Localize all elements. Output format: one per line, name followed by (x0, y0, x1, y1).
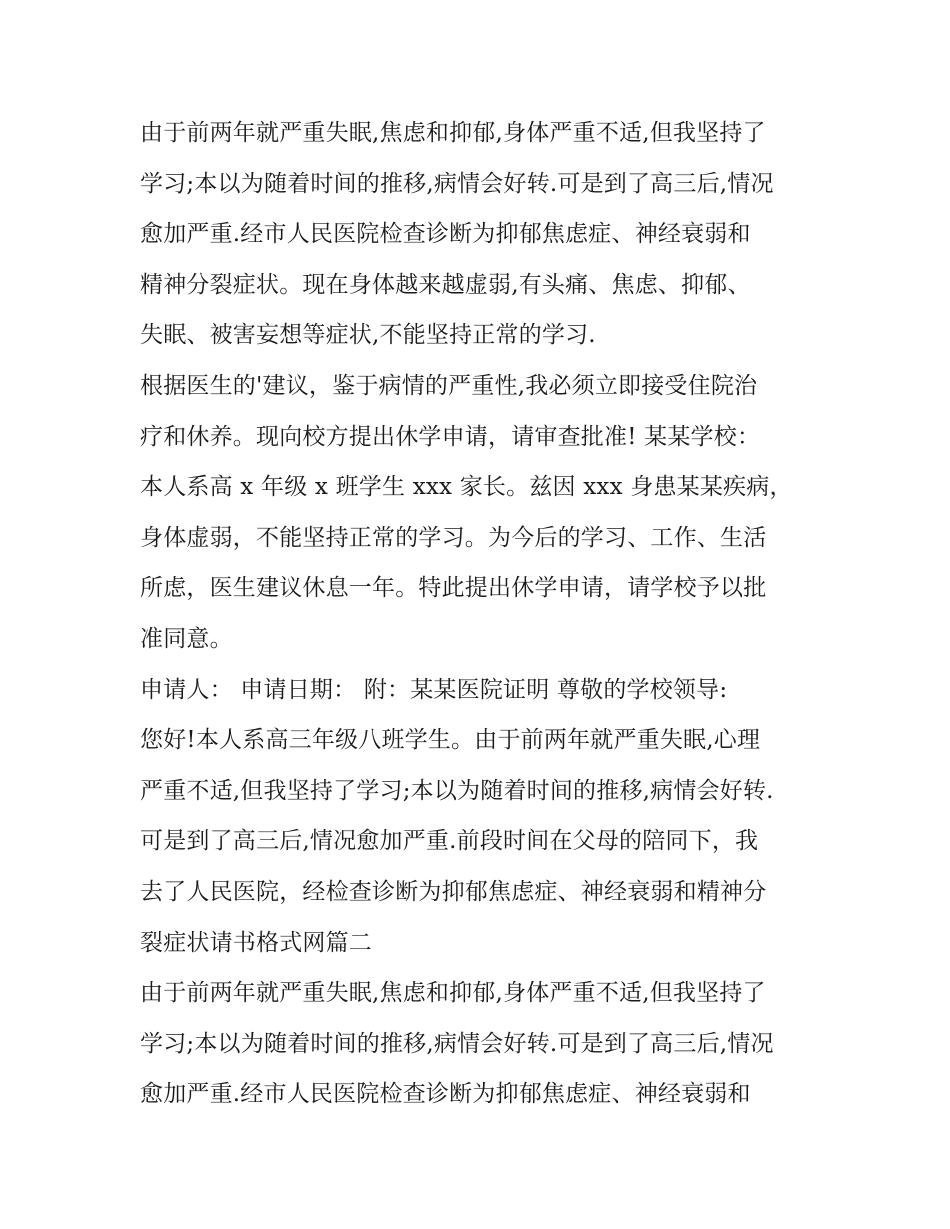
text-line-5: 失眠、被害妄想等症状,不能坚持正常的学习. (140, 322, 596, 349)
text-line-9: 身体虚弱，不能坚持正常的学习。为今后的学习、工作、生活 (140, 524, 767, 551)
text-line-18: 由于前两年就严重失眠,焦虑和抑郁,身体严重不适,但我坚持了 (140, 980, 766, 1007)
document-body (140, 108, 820, 1120)
text-line-8: 本人系高 x 年级 x 班学生 xxx 家长。兹因 xxx 身患某某疾病， (140, 474, 793, 501)
text-line-10: 所虑，医生建议休息一年。特此提出休学申请，请学校予以批 (140, 575, 767, 602)
text-line-6: 根据医生的'建议，鉴于病情的严重性,我必须立即接受住院治 (140, 372, 758, 399)
text-line-15: 可是到了高三后,情况愈加严重.前段时间在父母的陪同下，我 (140, 828, 759, 855)
text-line-3: 愈加严重.经市人民医院检查诊断为抑郁焦虑症、神经衰弱和 (140, 221, 751, 248)
text-line-20: 愈加严重.经市人民医院检查诊断为抑郁焦虑症、神经衰弱和 (140, 1081, 751, 1108)
text-line-12: 申请人： 申请日期： 附：某某医院证明 尊敬的学校领导: (140, 676, 728, 703)
text-line-14: 严重不适,但我坚持了学习;本以为随着时间的推移,病情会好转. (140, 777, 774, 804)
text-line-11: 准同意。 (140, 625, 233, 652)
text-line-2: 学习;本以为随着时间的推移,病情会好转.可是到了高三后,情况 (140, 170, 774, 197)
text-line-4: 精神分裂症状。现在身体越来越虚弱,有头痛、焦虑、抑郁、 (140, 271, 751, 298)
text-line-17: 裂症状请书格式网篇二 (140, 929, 372, 956)
text-line-13: 您好!本人系高三年级八班学生。由于前两年就严重失眠,心理 (140, 727, 761, 754)
text-line-7: 疗和休养。现向校方提出休学申请，请审查批准! 某某学校： (140, 423, 761, 450)
text-line-19: 学习;本以为随着时间的推移,病情会好转.可是到了高三后,情况 (140, 1030, 774, 1057)
text-line-16: 去了人民医院，经检查诊断为抑郁焦虑症、神经衰弱和精神分 (140, 878, 767, 905)
text-line-1: 由于前两年就严重失眠,焦虑和抑郁,身体严重不适,但我坚持了 (140, 120, 766, 146)
